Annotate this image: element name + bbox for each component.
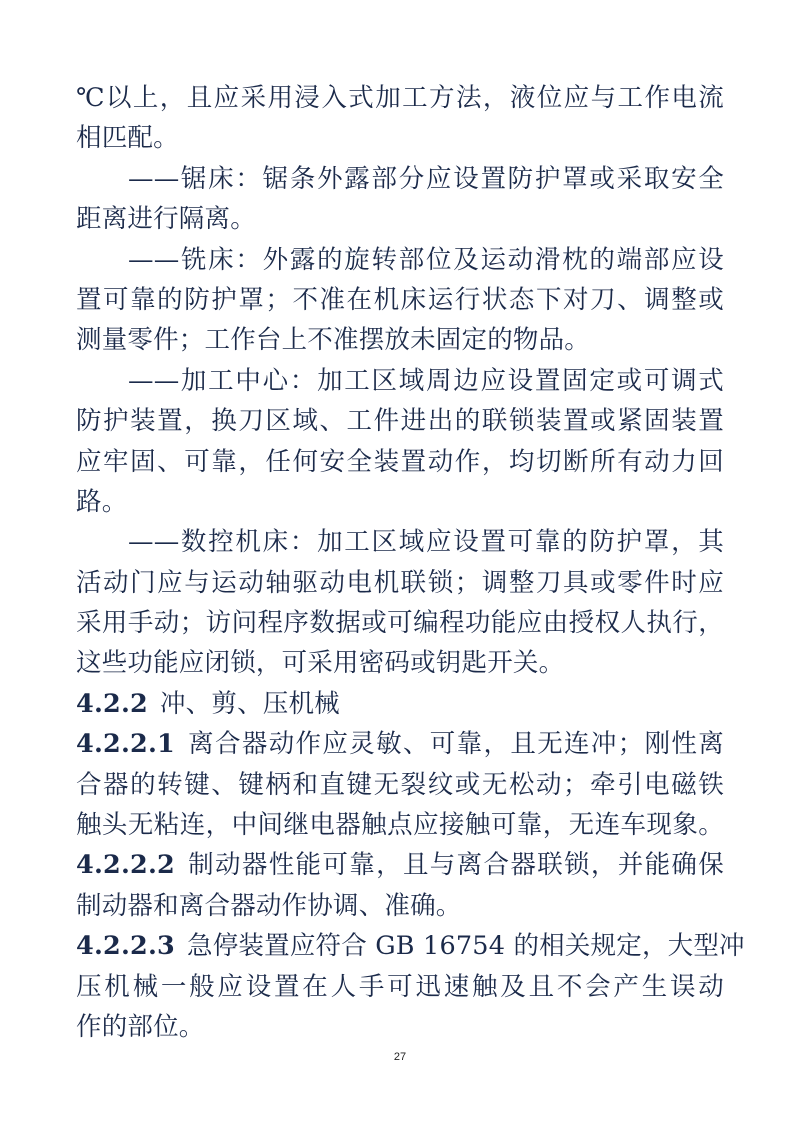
document-body (76, 78, 745, 1047)
text-line (76, 522, 724, 562)
text-line (76, 442, 724, 482)
text-line (76, 361, 724, 401)
line-text: 路。 (76, 486, 128, 517)
section-line (76, 845, 724, 885)
line-text: 压机械一般应设置在人手可迅速触及且不会产生误动 (76, 971, 724, 1002)
section-number: 4.2.2 (76, 688, 148, 719)
text-line (76, 401, 724, 441)
page-number: 27 (393, 1051, 407, 1063)
section-line (76, 724, 724, 764)
text-line (76, 280, 724, 320)
line-text: ——数控机床：加工区域应设置可靠的防护罩，其 (128, 527, 724, 558)
line-text: ℃以上，且应采用浸入式加工方法，液位应与工作电流 (76, 83, 724, 113)
text-line (76, 240, 724, 280)
text-line (76, 199, 724, 239)
line-text: 急停装置应符合 GB 16754 的相关规定，大型冲 (187, 931, 745, 962)
text-line (76, 482, 724, 522)
text-line (76, 967, 724, 1007)
line-text: 作的部位。 (76, 1011, 205, 1042)
line-text: 制动器和离合器动作协调、准确。 (76, 890, 462, 921)
text-line (76, 159, 724, 199)
line-text: 冲、剪、压机械 (159, 688, 340, 719)
line-text: 置可靠的防护罩；不准在机床运行状态下对刀、调整或 (76, 284, 724, 315)
text-line (76, 886, 724, 926)
line-text: 测量零件；工作台上不准摆放未固定的物品。 (76, 325, 591, 356)
text-line (76, 118, 724, 158)
text-line (76, 643, 724, 683)
section-number: 4.2.2.1 (76, 729, 176, 760)
text-line (76, 805, 724, 845)
text-line (76, 78, 724, 118)
line-text: 应牢固、可靠，任何安全装置动作，均切断所有动力回 (76, 446, 724, 477)
line-text: ——加工中心：加工区域周边应设置固定或可调式 (128, 365, 724, 396)
line-text: 采用手动；访问程序数据或可编程功能应由授权人执行， (76, 608, 724, 639)
line-text: 这些功能应闭锁，可采用密码或钥匙开关。 (76, 648, 565, 679)
line-text: 合器的转键、键柄和直键无裂纹或无松动；牵引电磁铁 (76, 769, 724, 800)
line-text: 离合器动作应灵敏、可靠，且无连冲；刚性离 (187, 729, 724, 760)
text-line (76, 563, 724, 603)
line-text: 触头无粘连，中间继电器触点应接触可靠，无连车现象。 (76, 810, 724, 841)
text-line (76, 765, 724, 805)
section-number: 4.2.2.3 (76, 931, 176, 962)
line-text: 活动门应与运动轴驱动电机联锁；调整刀具或零件时应 (76, 567, 724, 598)
section-line (76, 926, 745, 966)
line-text: 距离进行隔离。 (76, 204, 256, 235)
section-number: 4.2.2.2 (76, 850, 176, 881)
line-text: 防护装置，换刀区域、工件进出的联锁装置或紧固装置 (76, 406, 724, 437)
line-text: ——铣床：外露的旋转部位及运动滑枕的端部应设 (128, 244, 724, 275)
line-text: 相匹配。 (76, 123, 179, 154)
section-line (76, 684, 724, 724)
text-line (76, 320, 724, 360)
line-text: 制动器性能可靠，且与离合器联锁，并能确保 (187, 850, 724, 881)
line-text: ——锯床：锯条外露部分应设置防护罩或采取安全 (128, 163, 724, 194)
text-line (76, 1007, 724, 1047)
text-line (76, 603, 724, 643)
